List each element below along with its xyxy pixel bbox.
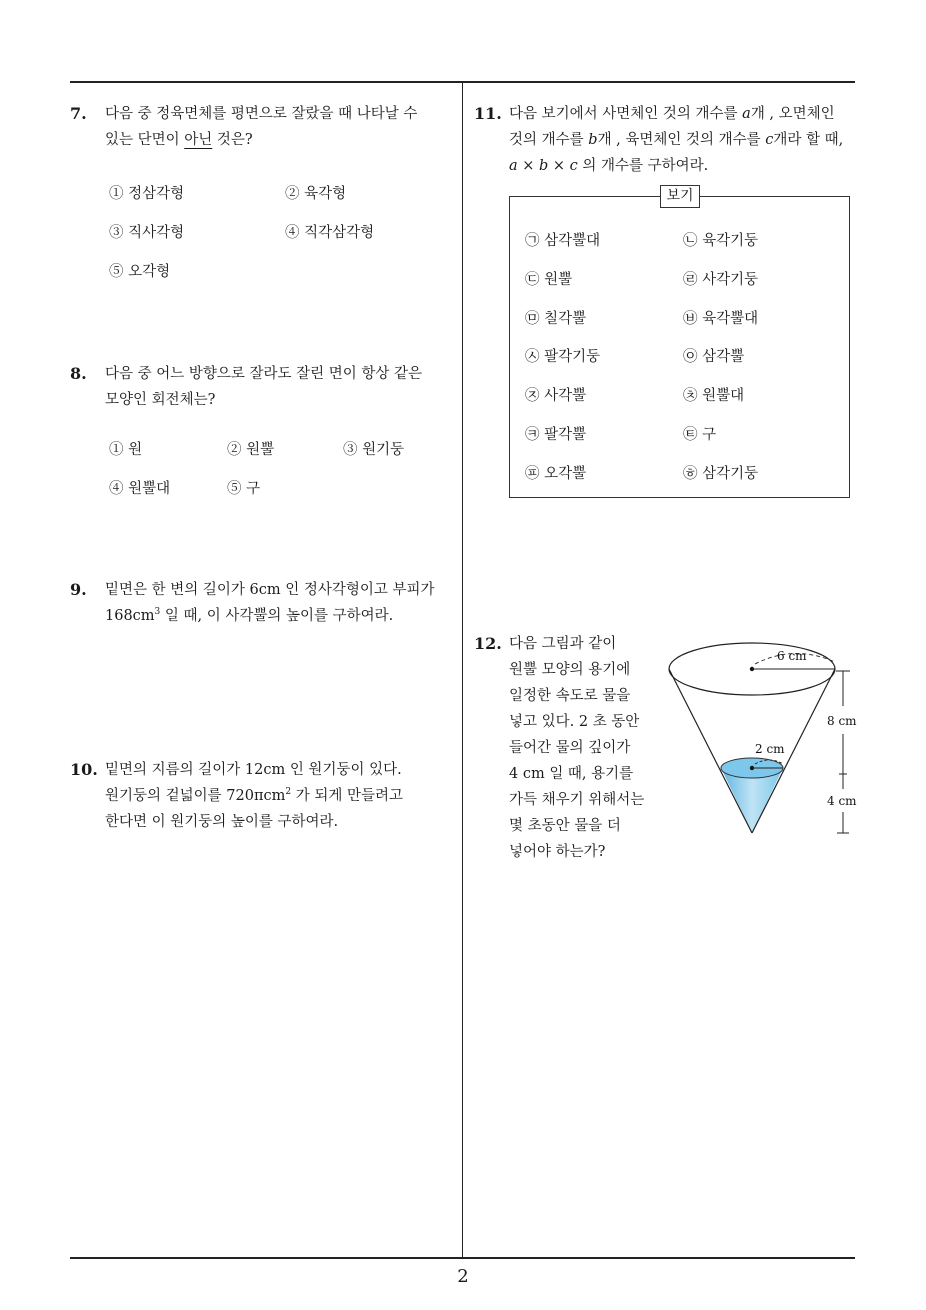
text-segment: 가 되게 만들려고 bbox=[291, 788, 403, 804]
question-number: 10. bbox=[70, 760, 98, 779]
cone-left-side bbox=[669, 669, 752, 833]
question-line: 밑면은 한 변의 길이가 6cm 인 정사각형이고 부피가 bbox=[105, 582, 435, 598]
variable-a: a bbox=[742, 106, 751, 122]
question-text bbox=[105, 577, 455, 629]
question-line bbox=[105, 783, 455, 809]
question-line: 넣어야 하는가? bbox=[509, 844, 606, 860]
question-9 bbox=[70, 577, 455, 629]
page-number: 2 bbox=[457, 1266, 469, 1287]
cone-figure bbox=[660, 640, 870, 840]
option-2[interactable]: ② 육각형 bbox=[285, 186, 347, 202]
superscript: 2 bbox=[285, 787, 292, 798]
box-item: ㉭ 삼각기둥 bbox=[683, 466, 759, 482]
box-item: ㉣ 사각기둥 bbox=[683, 272, 759, 288]
question-number: 11. bbox=[474, 104, 502, 123]
question-line: 넣고 있다. 2 초 동안 bbox=[509, 714, 640, 730]
question-number: 9. bbox=[70, 580, 87, 599]
text-segment: 있는 단면이 bbox=[105, 132, 185, 148]
text-segment: 일 때, 이 사각뿔의 높이를 구하여라. bbox=[160, 608, 394, 624]
option-4[interactable]: ④ 원뿔대 bbox=[109, 481, 171, 497]
text-segment: 개 , 오면체인 bbox=[750, 106, 835, 122]
box-item: ㉬ 오각뿔 bbox=[525, 466, 587, 482]
text-segment: 개 , 육면체인 것의 개수를 bbox=[597, 132, 766, 148]
question-11 bbox=[474, 101, 859, 179]
question-line: 4 cm 일 때, 용기를 bbox=[509, 766, 634, 782]
question-line: 한다면 이 원기둥의 높이를 구하여라. bbox=[105, 814, 339, 830]
question-7 bbox=[70, 101, 450, 153]
underlined-word: 아닌 bbox=[184, 132, 213, 148]
option-1[interactable]: ① 정삼각형 bbox=[109, 186, 185, 202]
superscript: 3 bbox=[154, 607, 161, 618]
box-item: ㉡ 육각기둥 bbox=[683, 233, 759, 249]
text-segment: 다음 보기에서 사면체인 것의 개수를 bbox=[509, 106, 743, 122]
option-5[interactable]: ⑤ 구 bbox=[227, 481, 261, 497]
question-line: 가득 채우기 위해서는 bbox=[509, 792, 645, 808]
option-3[interactable]: ③ 원기둥 bbox=[343, 442, 405, 458]
text-segment: 원기둥의 겉넓이를 720πcm bbox=[105, 788, 286, 804]
option-5[interactable]: ⑤ 오각형 bbox=[109, 264, 171, 280]
text-segment: 것의 개수를 bbox=[509, 132, 589, 148]
top-radius-label: 6 cm bbox=[777, 649, 807, 663]
lower-height-label: 4 cm bbox=[827, 794, 857, 808]
question-number: 8. bbox=[70, 364, 87, 383]
upper-height-label: 8 cm bbox=[827, 714, 857, 728]
question-line bbox=[509, 127, 859, 153]
question-line: 원뿔 모양의 용기에 bbox=[509, 662, 631, 678]
option-2[interactable]: ② 원뿔 bbox=[227, 442, 275, 458]
question-text bbox=[105, 101, 450, 153]
question-line: 일정한 속도로 물을 bbox=[509, 688, 631, 704]
question-line bbox=[509, 101, 859, 127]
question-text bbox=[509, 101, 859, 179]
text-segment: 개라 할 때, bbox=[773, 132, 844, 148]
question-text bbox=[509, 631, 654, 865]
question-line: 몇 초동안 물을 더 bbox=[509, 818, 621, 834]
question-line: 모양인 회전체는? bbox=[105, 392, 216, 408]
question-12 bbox=[474, 631, 654, 865]
question-8 bbox=[70, 361, 450, 413]
question-line bbox=[105, 603, 455, 629]
question-line bbox=[105, 127, 450, 153]
math-expression: a × b × c bbox=[509, 158, 578, 174]
box-item: ㉦ 팔각기둥 bbox=[525, 349, 601, 365]
water-radius-label: 2 cm bbox=[755, 742, 785, 756]
box-item: ㉠ 삼각뿔대 bbox=[525, 233, 601, 249]
box-item: ㉪ 팔각뿔 bbox=[525, 427, 587, 443]
question-text bbox=[105, 757, 455, 835]
question-line: 밑면의 지름의 길이가 12cm 인 원기둥이 있다. bbox=[105, 762, 402, 778]
example-box-title: 보기 bbox=[660, 185, 700, 208]
box-item: ㉨ 사각뿔 bbox=[525, 388, 587, 404]
box-item: ㉥ 육각뿔대 bbox=[683, 311, 759, 327]
question-number: 12. bbox=[474, 634, 502, 653]
question-number: 7. bbox=[70, 104, 87, 123]
box-item: ㉧ 삼각뿔 bbox=[683, 349, 745, 365]
option-1[interactable]: ① 원 bbox=[109, 442, 143, 458]
variable-b: b bbox=[588, 132, 598, 148]
box-item: ㉩ 원뿔대 bbox=[683, 388, 745, 404]
option-4[interactable]: ④ 직각삼각형 bbox=[285, 225, 375, 241]
box-item: ㉫ 구 bbox=[683, 427, 717, 443]
box-item: ㉤ 칠각뿔 bbox=[525, 311, 587, 327]
question-line: 다음 그림과 같이 bbox=[509, 636, 617, 652]
variable-c: c bbox=[765, 132, 774, 148]
text-segment: 의 개수를 구하여라. bbox=[577, 158, 709, 174]
question-line: 다음 중 어느 방향으로 잘라도 잘린 면이 항상 같은 bbox=[105, 366, 423, 382]
box-item: ㉢ 원뿔 bbox=[525, 272, 573, 288]
text-segment: 168cm bbox=[105, 608, 155, 624]
question-line: 다음 중 정육면체를 평면으로 잘랐을 때 나타날 수 bbox=[105, 106, 418, 122]
text-segment: 것은? bbox=[212, 132, 253, 148]
question-text bbox=[105, 361, 450, 413]
option-3[interactable]: ③ 직사각형 bbox=[109, 225, 185, 241]
question-line bbox=[509, 153, 859, 179]
question-10 bbox=[70, 757, 455, 835]
question-line: 들어간 물의 깊이가 bbox=[509, 740, 631, 756]
column-divider bbox=[462, 82, 463, 1258]
